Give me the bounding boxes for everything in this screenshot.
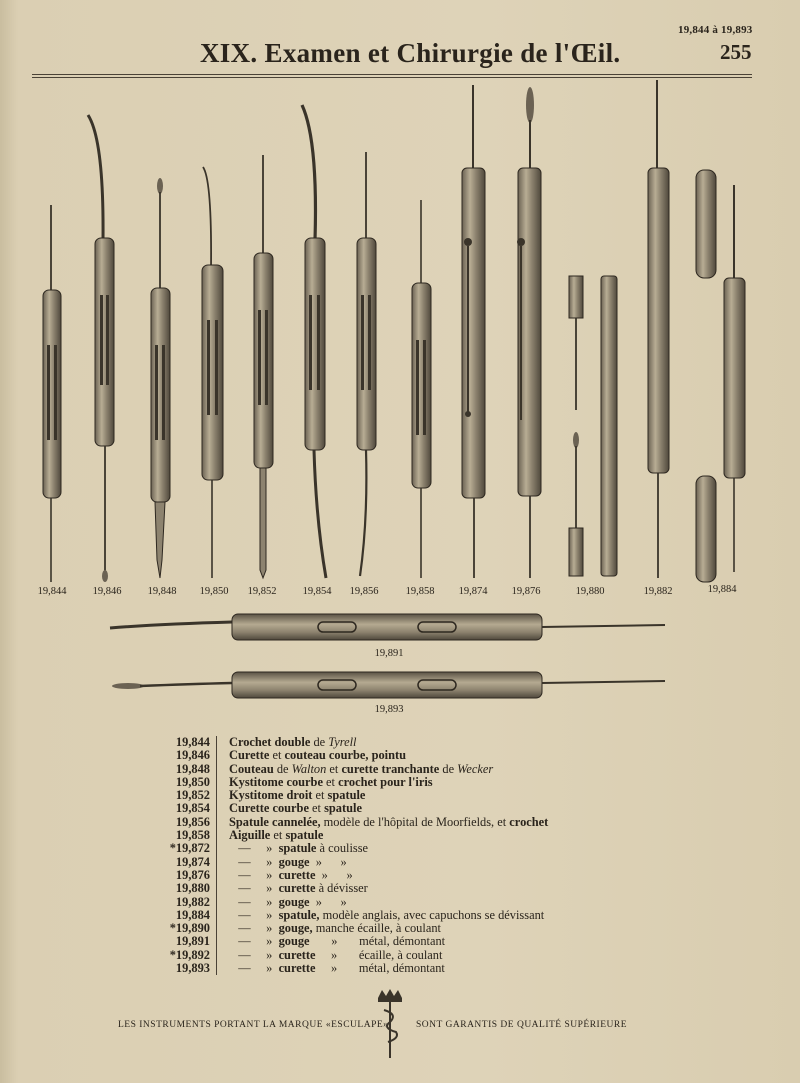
item-text-part: spatule (285, 828, 324, 843)
list-item (160, 816, 548, 829)
instrument-19874 (462, 85, 485, 578)
instrument-19854 (302, 105, 326, 578)
list-item (160, 789, 548, 802)
item-number: 19,893 (160, 962, 217, 975)
instrument-19880 (569, 276, 617, 576)
instrument-19891 (110, 614, 665, 640)
list-item (160, 935, 548, 948)
figure-label: 19,844 (37, 586, 67, 597)
list-item (160, 882, 548, 895)
item-number: 19,858 (160, 829, 217, 842)
item-number: 19,880 (160, 882, 217, 895)
item-text-part: Couteau (229, 761, 274, 776)
item-text-part: » métal, démontant (315, 961, 445, 976)
item-text-part: Tyrell (328, 735, 357, 749)
item-text-part: de (310, 735, 329, 749)
item-number: *19,872 (160, 842, 217, 855)
item-text-part: Aiguille (229, 828, 271, 843)
figure-label: 19,891 (374, 648, 404, 659)
esculape-mark-icon (372, 988, 408, 1060)
item-text-part: — » (229, 854, 279, 869)
item-description (217, 922, 441, 935)
instrument-19848 (151, 178, 170, 578)
item-description (217, 736, 356, 749)
item-text-part: — » (229, 867, 279, 882)
item-number: 19,848 (160, 763, 217, 776)
list-item (160, 856, 548, 869)
item-text-part: curette (278, 961, 316, 976)
item-text-part: à coulisse (316, 841, 369, 856)
item-text-part: Wecker (457, 761, 494, 776)
item-text-part: » écaille, à coulant (315, 947, 443, 962)
item-text-part: crochet pour l'iris (338, 774, 433, 789)
item-number: 19,846 (160, 749, 217, 762)
item-text-part: curette (278, 867, 316, 882)
item-text-part: — » (229, 947, 279, 962)
instrument-19850 (202, 167, 223, 578)
item-text-part: » métal, démontant (309, 934, 446, 949)
item-description (217, 896, 347, 909)
instrument-19844 (43, 205, 61, 582)
item-number: 19,874 (160, 856, 217, 869)
item-description (217, 909, 544, 922)
instrument-19852 (254, 155, 273, 578)
item-text-part: Spatule cannelée, (229, 814, 321, 829)
item-text-part: gouge (278, 934, 310, 949)
list-item (160, 909, 548, 922)
figure-label: 19,876 (511, 586, 541, 597)
item-text-part: de (273, 761, 292, 776)
list-item (160, 842, 548, 855)
item-description (217, 763, 493, 776)
item-list (160, 736, 548, 975)
item-text-part: et (326, 761, 342, 776)
item-text-part: et (322, 774, 339, 789)
item-description (217, 776, 433, 789)
item-description (217, 749, 406, 762)
item-description (217, 882, 368, 895)
figure-label: 19,893 (374, 704, 404, 715)
item-text-part: spatule (324, 801, 362, 816)
item-number: 19,856 (160, 816, 217, 829)
item-text-part: » » (315, 867, 353, 882)
item-text-part: — » (229, 881, 279, 896)
item-text-part: de (439, 761, 458, 776)
list-item (160, 736, 548, 749)
item-text-part: » » (309, 854, 347, 869)
list-item (160, 949, 548, 962)
item-number: 19,882 (160, 896, 217, 909)
item-text-part: — » (229, 961, 279, 976)
item-description (217, 816, 548, 829)
item-text-part: — » (229, 907, 279, 922)
item-text-part: spatule (327, 788, 366, 803)
footer-left: LES INSTRUMENTS PORTANT LA MARQUE «ESCULAPE» (118, 1020, 389, 1030)
item-description (217, 869, 353, 882)
item-text-part: curette tranchante (341, 761, 440, 776)
item-description (217, 802, 362, 815)
item-text-part: et (312, 788, 328, 803)
item-description (217, 842, 368, 855)
item-description (217, 935, 445, 948)
figure-label: 19,850 (199, 586, 229, 597)
page-title: XIX. Examen et Chirurgie de l'Œil. (200, 38, 621, 68)
item-text-part: modèle de l'hôpital de Moorfields, et (320, 814, 510, 829)
list-item (160, 749, 548, 762)
item-text-part: — » (229, 934, 279, 949)
list-item (160, 896, 548, 909)
item-description (217, 856, 347, 869)
list-item (160, 776, 548, 789)
page-number: 255 (720, 40, 752, 64)
item-text-part: et (308, 801, 325, 816)
item-text-part: Kystitome courbe (229, 774, 323, 789)
item-text-part: — » (229, 921, 279, 936)
figure-label: 19,882 (643, 586, 673, 597)
instrument-19893 (112, 672, 665, 698)
instrument-19856 (357, 152, 376, 576)
item-text-part: gouge, (278, 921, 313, 936)
figure-label: 19,852 (247, 586, 277, 597)
item-text-part: gouge (278, 854, 310, 869)
instrument-19876 (517, 87, 541, 578)
item-text-part: à dévisser (315, 881, 368, 896)
item-number: *19,890 (160, 922, 217, 935)
list-item (160, 962, 548, 975)
item-number: 19,891 (160, 935, 217, 948)
item-text-part: — » (229, 894, 279, 909)
figure-label: 19,858 (405, 586, 435, 597)
list-item (160, 763, 548, 776)
list-item (160, 869, 548, 882)
item-text-part: Walton (291, 761, 327, 776)
item-text-part: gouge (278, 894, 310, 909)
item-text-part: et (269, 748, 285, 763)
list-item (160, 802, 548, 815)
item-number: 19,844 (160, 736, 217, 749)
figure-label: 19,848 (147, 586, 177, 597)
item-number: 19,854 (160, 802, 217, 815)
item-number: 19,852 (160, 789, 217, 802)
item-text-part: spatule, (278, 907, 320, 922)
list-item (160, 922, 548, 935)
item-text-part: Kystitome droit (229, 788, 313, 803)
item-description (217, 949, 442, 962)
item-description (217, 962, 445, 975)
instrument-19882 (648, 80, 716, 582)
item-number: 19,876 (160, 869, 217, 882)
item-text-part: et (270, 828, 286, 843)
item-text-part: manche écaille, à coulant (312, 921, 441, 936)
footer-right: SONT GARANTIS DE QUALITÉ SUPÉRIEURE (416, 1020, 628, 1030)
item-text-part: curette (278, 881, 316, 896)
figure-label: 19,856 (349, 586, 379, 597)
figure-label: 19,884 (707, 584, 737, 595)
instrument-19858 (412, 200, 431, 578)
item-text-part: spatule (278, 841, 317, 856)
figure-label: 19,854 (302, 586, 332, 597)
item-number: 19,884 (160, 909, 217, 922)
item-text-part: Curette courbe (229, 801, 309, 816)
item-description (217, 829, 323, 842)
item-text-part: » » (309, 894, 347, 909)
list-item (160, 829, 548, 842)
item-text-part: crochet (509, 814, 549, 829)
item-text-part: couteau courbe, pointu (284, 748, 407, 763)
figure-label: 19,846 (92, 586, 122, 597)
item-text-part: Crochet double (229, 735, 311, 749)
item-text-part: modèle anglais, avec capuchons se dévissant (319, 907, 545, 922)
item-description (217, 789, 365, 802)
item-text-part: — » (229, 841, 279, 856)
figure-label: 19,874 (458, 586, 488, 597)
instrument-19884 (724, 185, 745, 572)
page-range: 19,844 à 19,893 (678, 24, 753, 36)
figure-label: 19,880 (575, 586, 605, 597)
item-text-part: curette (278, 947, 316, 962)
instrument-19846 (88, 115, 114, 582)
item-text-part: Curette (229, 748, 270, 763)
item-number: *19,892 (160, 949, 217, 962)
item-number: 19,850 (160, 776, 217, 789)
